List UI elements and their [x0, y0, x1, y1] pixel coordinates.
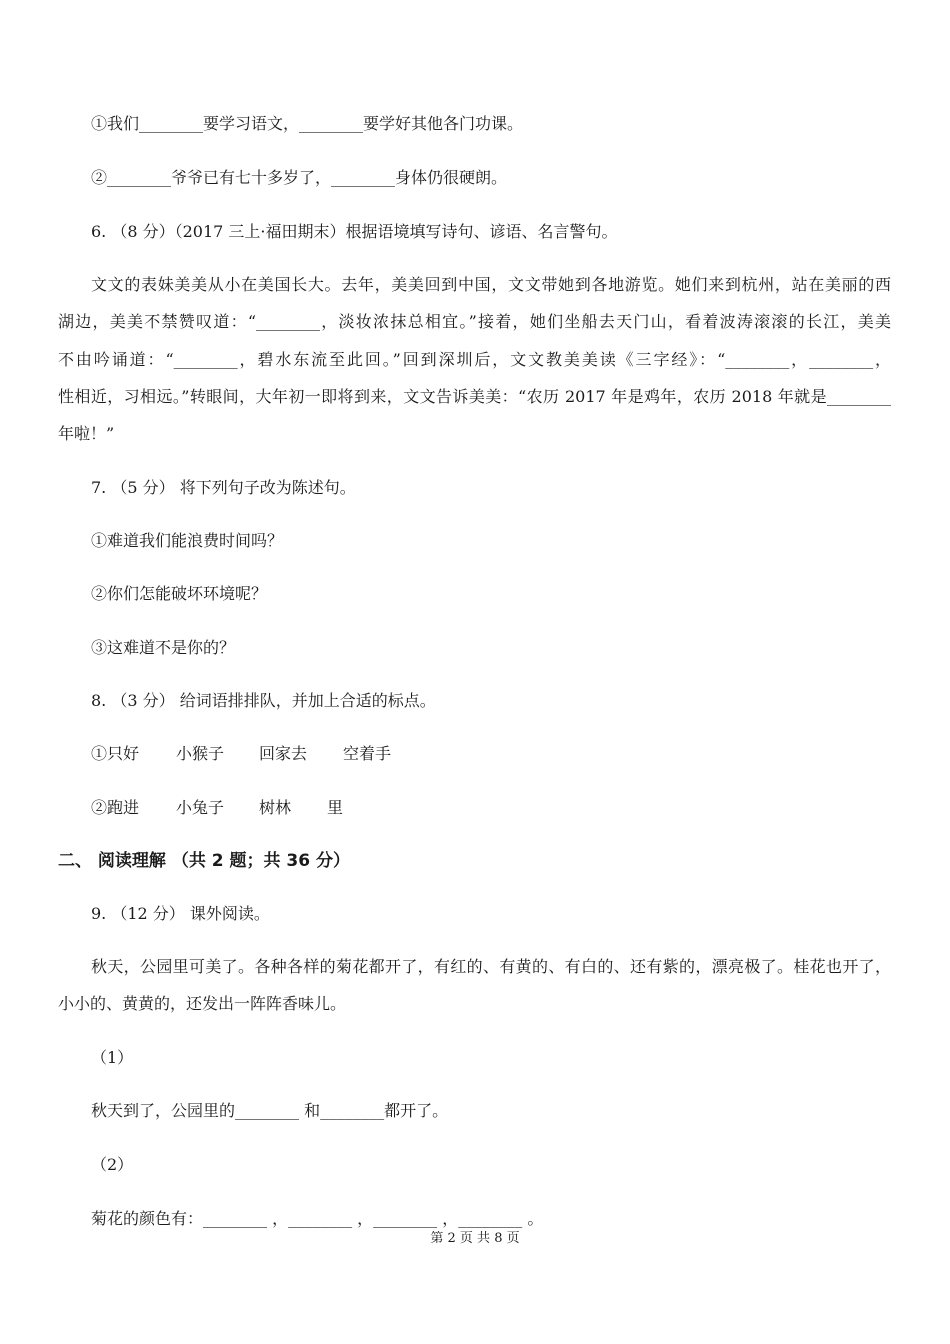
q9-subquestion-2-text: 菊花的颜色有：________ ，________ ，________ ，________ 。	[91, 1209, 544, 1228]
q8-header: 8. （3 分） 给词语排排队，并加上合适的标点。	[91, 691, 436, 710]
q7-sentence-2: ②你们怎能破坏环境呢？	[91, 584, 268, 603]
q7-sentence-3: ③这难道不是你的？	[91, 638, 236, 657]
q6-passage-line-1: 文文的表妹美美从小在美国长大。去年，美美回到中国，文文带她到各地游览。她们来到杭州，站在美丽的西	[91, 275, 891, 294]
q7-sentence-1: ①难道我们能浪费时间吗？	[91, 531, 284, 550]
q8-word: ②跑进	[91, 798, 140, 817]
q5-option-2: ②________爷爷已有七十多岁了，________身体仍很硬朗。	[91, 168, 508, 187]
q7-header: 7. （5 分） 将下列句子改为陈述句。	[91, 478, 356, 497]
q9-subquestion-1-number: （1）	[91, 1048, 134, 1067]
q8-word: 小兔子	[176, 798, 225, 817]
q6-passage-line-5: 年啦！”	[58, 424, 115, 443]
q6-passage-line-2: 湖边，美美不禁赞叹道：“________，淡妆浓抹总相宜。”接着，她们坐船去天门山，看着波涛滚滚的长江，美美	[58, 312, 891, 331]
q6-passage-line-3: 不由吟诵道：“________，碧水东流至此回。”回到深圳后，文文教美美读《三字经》：“________，________，	[58, 350, 891, 369]
q8-word: 里	[327, 798, 344, 817]
section-2-heading: 二、 阅读理解 （共 2 题；共 36 分）	[58, 851, 350, 871]
q9-subquestion-1-text: 秋天到了，公园里的________ 和________都开了。	[91, 1101, 449, 1120]
q9-header: 9. （12 分） 课外阅读。	[91, 904, 270, 923]
q5-option-1: ①我们________要学习语文，________要学好其他各门功课。	[91, 114, 524, 133]
q8-word: 小猴子	[176, 744, 225, 763]
page-number-footer: 第 2 页 共 8 页	[430, 1231, 520, 1246]
q8-word: 树林	[259, 798, 292, 817]
q9-subquestion-2-number: （2）	[91, 1155, 134, 1174]
q8-word: ①只好	[91, 744, 140, 763]
q6-header: 6. （8 分）（2017 三上·福田期末）根据语境填写诗句、谚语、名言警句。	[91, 222, 618, 241]
q9-passage-line-2: 小小的、黄黄的，还发出一阵阵香味儿。	[58, 994, 347, 1013]
q6-passage-line-4: 性相近，习相远。”转眼间，大年初一即将到来，文文告诉美美：“农历 2017 年是鸡年，农历 2018 年就是________	[58, 387, 891, 406]
q8-word: 回家去	[259, 744, 308, 763]
q9-passage-line-1: 秋天，公园里可美了。各种各样的菊花都开了，有红的、有黄的、有白的、还有紫的，漂亮极了。桂花也开了，	[91, 957, 891, 976]
q8-word: 空着手	[343, 744, 392, 763]
